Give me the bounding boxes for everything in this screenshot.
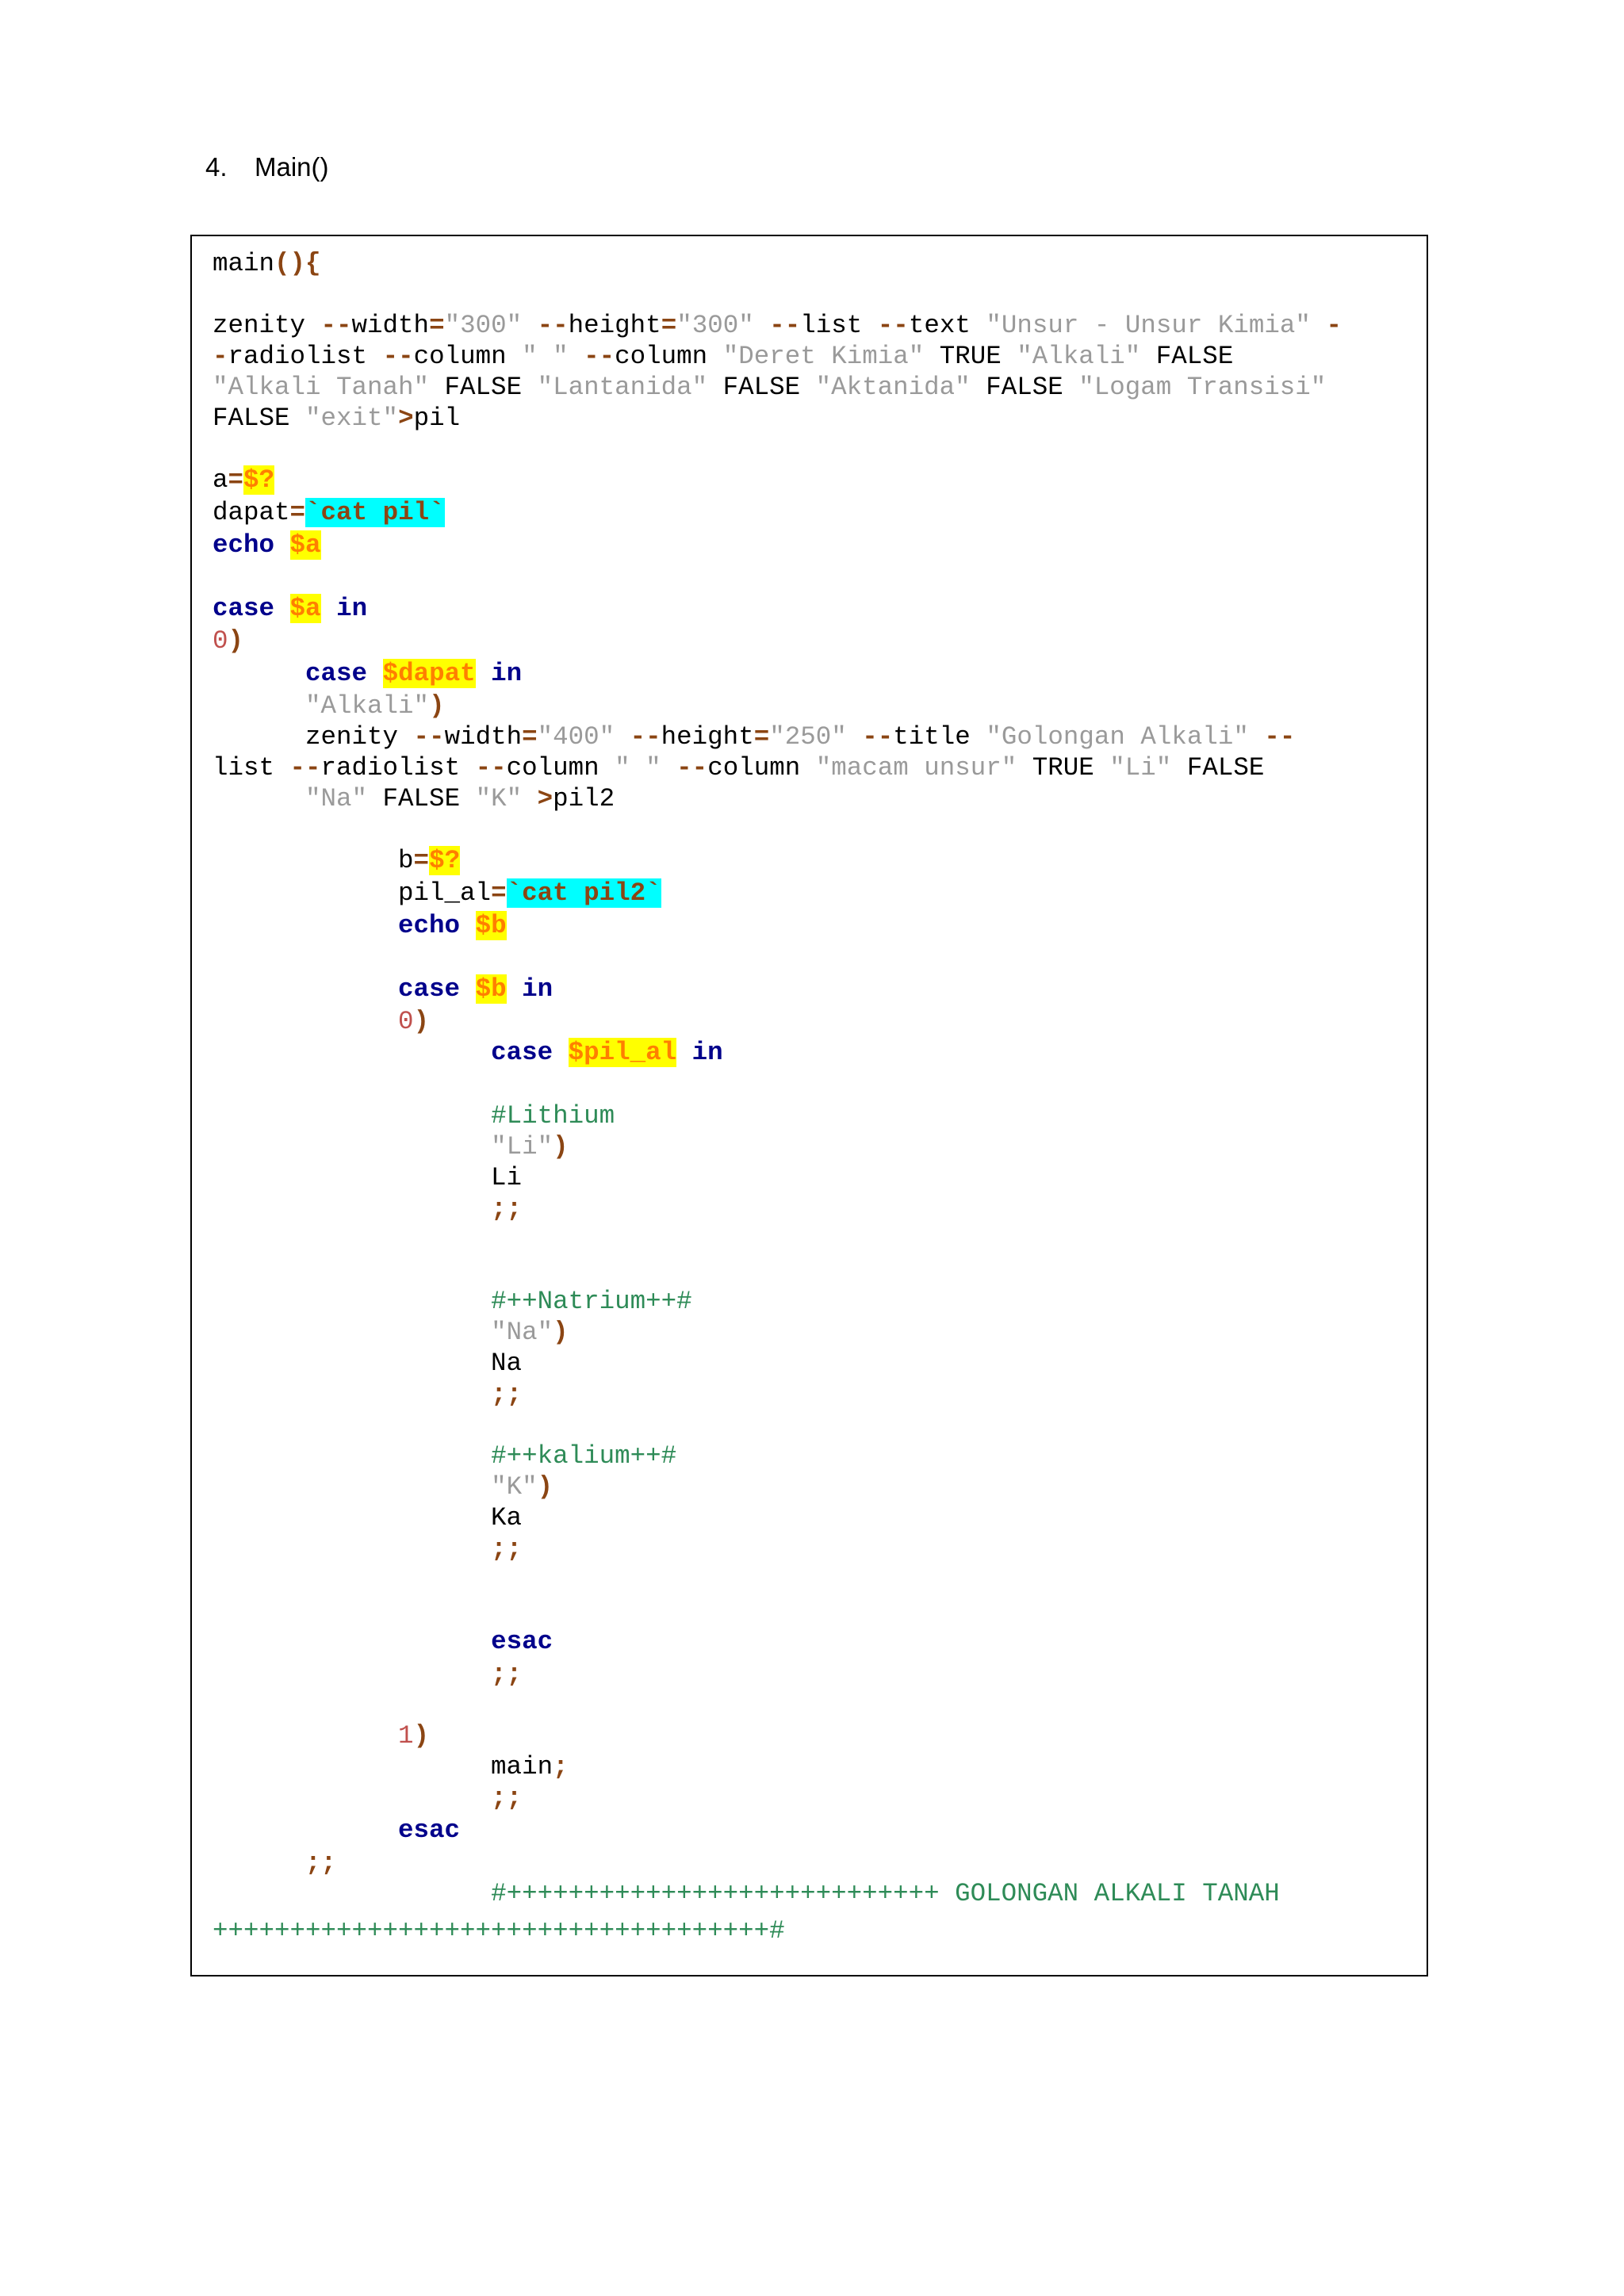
code-text <box>213 1194 491 1223</box>
number-token: 1 <box>398 1721 414 1751</box>
operator-token: -- <box>320 311 352 340</box>
blank-code-line <box>213 1689 1342 1720</box>
code-line <box>213 1193 1342 1224</box>
code-text: column <box>615 342 723 371</box>
operator-token: - <box>213 342 228 371</box>
code-text: height <box>661 722 754 752</box>
code-text <box>213 1038 491 1067</box>
code-text <box>569 342 584 371</box>
code-line <box>213 1502 1342 1533</box>
code-line <box>213 248 1342 279</box>
code-text <box>213 1472 491 1502</box>
keyword-token: echo <box>398 911 461 940</box>
comment-token: #++++++++++++++++++++++++++++ GOLONGAN ALKALI TANAH <box>491 1879 1280 1908</box>
blank-code-line <box>213 1255 1342 1286</box>
operator-token: = <box>753 722 770 752</box>
code-text: radiolist <box>228 342 383 371</box>
code-line <box>213 497 1342 530</box>
code-text <box>213 1659 491 1689</box>
string-token: "Na" <box>305 784 368 813</box>
string-token: "250" <box>769 722 847 752</box>
code-line <box>213 721 1342 752</box>
operator-token: ) <box>537 1472 553 1502</box>
code-text <box>213 659 305 688</box>
string-token: " " <box>522 342 569 371</box>
operator-token: -- <box>862 722 894 752</box>
operator-token: = <box>661 311 677 340</box>
string-token: "Li" <box>491 1132 553 1161</box>
code-text <box>321 594 337 623</box>
keyword-token: case <box>491 1038 553 1067</box>
operator-token: -- <box>475 753 507 783</box>
code-text: FALSE <box>1171 753 1265 783</box>
string-token: "Lantanida" <box>537 373 708 402</box>
string-token: "Alkali" <box>305 691 430 721</box>
section-title: Main() <box>255 152 329 182</box>
code-text <box>213 1627 491 1656</box>
string-token: " " <box>615 753 661 783</box>
code-text: title <box>893 722 986 752</box>
code-text: FALSE <box>429 373 538 402</box>
string-token: "300" <box>444 311 523 340</box>
code-line <box>213 878 1342 910</box>
variable-token: $? <box>429 846 461 875</box>
code-line <box>213 1626 1342 1659</box>
string-token: "K" <box>475 784 523 813</box>
comment-token: #Lithium <box>491 1101 615 1131</box>
operator-token: -- <box>537 311 569 340</box>
variable-token: $pil_al <box>568 1038 677 1067</box>
keyword-token: in <box>336 594 368 623</box>
operator-token: = <box>491 878 507 908</box>
number-token: 0 <box>213 626 228 656</box>
code-text <box>460 974 476 1004</box>
code-text: pil2 <box>553 784 615 813</box>
code-line <box>213 1659 1342 1689</box>
blank-code-line <box>213 1595 1342 1626</box>
code-line <box>213 1471 1342 1502</box>
blank-code-line <box>213 814 1342 845</box>
operator-token: = <box>289 498 306 527</box>
code-line <box>213 530 1342 562</box>
code-text: zenity <box>213 722 414 752</box>
operator-token: ;; <box>491 1380 523 1409</box>
operator-token: = <box>522 722 538 752</box>
string-token: "Na" <box>491 1318 553 1347</box>
code-line <box>213 465 1342 497</box>
code-line <box>213 1782 1342 1815</box>
string-token: "Li" <box>1109 753 1172 783</box>
operator-token: -- <box>382 342 414 371</box>
code-text <box>213 1848 305 1877</box>
operator-token: ) <box>413 1007 430 1036</box>
code-text <box>676 1038 692 1067</box>
code-line <box>213 626 1342 658</box>
code-line <box>213 1533 1342 1564</box>
code-text: FALSE <box>1140 342 1234 371</box>
code-line <box>213 783 1342 814</box>
blank-code-line <box>213 1224 1342 1255</box>
operator-token: ) <box>553 1132 569 1161</box>
operator-token: = <box>429 311 445 340</box>
operator-token: = <box>413 846 430 875</box>
code-text <box>213 691 305 721</box>
code-text: width <box>351 311 430 340</box>
code-line <box>213 1847 1342 1878</box>
code-text: Ka <box>213 1503 523 1533</box>
code-text: main <box>213 1752 553 1781</box>
code-text: b <box>213 846 414 875</box>
code-text <box>213 911 398 940</box>
code-line <box>213 341 1342 372</box>
code-text <box>522 784 538 813</box>
code-text <box>213 1441 491 1471</box>
code-text <box>1311 311 1327 340</box>
code-text: list <box>800 311 878 340</box>
operator-token: > <box>537 784 553 813</box>
code-line <box>213 1751 1342 1782</box>
code-text: FALSE <box>707 373 816 402</box>
code-text <box>213 1318 491 1347</box>
variable-token: $b <box>475 911 507 940</box>
code-text <box>754 311 770 340</box>
code-text: zenity <box>213 311 321 340</box>
code-line <box>213 1878 1342 1915</box>
code-text: list <box>213 753 290 783</box>
string-token: "Golongan Alkali" <box>986 722 1249 752</box>
code-text: FALSE <box>970 373 1079 402</box>
keyword-token: case <box>398 974 461 1004</box>
operator-token: ;; <box>491 1659 523 1689</box>
code-line <box>213 1720 1342 1751</box>
operator-token: ) <box>228 626 244 656</box>
code-text <box>274 594 290 623</box>
code-text: Li <box>213 1163 523 1192</box>
code-line <box>213 1379 1342 1410</box>
operator-token: -- <box>584 342 615 371</box>
keyword-token: esac <box>491 1627 553 1656</box>
code-line <box>213 691 1342 721</box>
code-text <box>213 1879 491 1908</box>
code-line <box>213 1915 1342 1946</box>
code-text <box>213 974 398 1004</box>
operator-token: -- <box>676 753 708 783</box>
code-line <box>213 310 1342 341</box>
code-line <box>213 1286 1342 1317</box>
keyword-token: echo <box>213 530 275 560</box>
string-token: "400" <box>537 722 615 752</box>
operator-token: ) <box>413 1721 430 1751</box>
operator-token: ;; <box>491 1194 523 1223</box>
code-line <box>213 1815 1342 1847</box>
code-text <box>1249 722 1265 752</box>
operator-token: = <box>228 465 244 495</box>
variable-token: $dapat <box>382 659 476 688</box>
blank-code-line <box>213 943 1342 974</box>
operator-token: ;; <box>491 1783 523 1812</box>
code-line <box>213 1131 1342 1162</box>
command-substitution-token: `cat pil2` <box>506 878 661 908</box>
code-text <box>213 1534 491 1563</box>
code-text <box>213 1783 491 1812</box>
comment-token: ++++++++++++++++++++++++++++++++++++# <box>213 1916 785 1946</box>
code-line <box>213 1317 1342 1348</box>
code-text: radiolist <box>320 753 476 783</box>
code-text <box>213 1287 491 1316</box>
variable-token: $a <box>289 594 321 623</box>
string-token: "K" <box>491 1472 538 1502</box>
code-text <box>213 1816 398 1845</box>
code-text <box>553 1038 569 1067</box>
code-line <box>213 1100 1342 1131</box>
code-text <box>522 311 538 340</box>
variable-token: $? <box>243 465 275 495</box>
keyword-token: in <box>691 1038 723 1067</box>
code-line <box>213 1348 1342 1379</box>
code-text <box>367 659 383 688</box>
keyword-token: in <box>522 974 553 1004</box>
operator-token: ) <box>429 691 445 721</box>
code-text: column <box>506 753 615 783</box>
string-token: "macam unsur" <box>815 753 1017 783</box>
code-line <box>213 1441 1342 1471</box>
string-token: "Logam Transisi" <box>1078 373 1327 402</box>
code-line <box>213 1006 1342 1037</box>
code-text <box>507 974 523 1004</box>
number-token: 0 <box>398 1007 414 1036</box>
blank-code-line <box>213 1070 1342 1100</box>
string-token: "exit" <box>305 404 399 433</box>
code-text <box>460 911 476 940</box>
code-text <box>847 722 863 752</box>
code-text <box>661 753 677 783</box>
code-text <box>615 722 630 752</box>
code-text <box>274 530 290 560</box>
operator-token: - <box>1326 311 1342 340</box>
operator-token: (){ <box>274 249 321 278</box>
code-line <box>213 593 1342 626</box>
code-text: text <box>908 311 986 340</box>
operator-token: -- <box>1264 722 1296 752</box>
blank-code-line <box>213 1410 1342 1441</box>
code-text <box>213 1007 398 1036</box>
code-line <box>213 658 1342 691</box>
blank-code-line <box>213 434 1342 465</box>
code-line <box>213 372 1342 403</box>
string-token: "Alkali" <box>1017 342 1141 371</box>
code-listing <box>213 248 1342 1946</box>
code-text: Na <box>213 1349 523 1378</box>
code-line <box>213 1037 1342 1070</box>
operator-token: > <box>398 404 414 433</box>
code-text: TRUE <box>1017 753 1110 783</box>
code-text: main <box>213 249 275 278</box>
code-text: FALSE <box>367 784 476 813</box>
string-token: "Unsur - Unsur Kimia" <box>986 311 1311 340</box>
code-text: column <box>707 753 816 783</box>
string-token: "300" <box>676 311 754 340</box>
code-text <box>476 659 492 688</box>
operator-token: ; <box>553 1752 569 1781</box>
code-line <box>213 845 1342 878</box>
variable-token: $a <box>289 530 321 560</box>
operator-token: -- <box>630 722 661 752</box>
string-token: "Alkali Tanah" <box>213 373 430 402</box>
blank-code-line <box>213 279 1342 310</box>
code-text: height <box>568 311 661 340</box>
code-text: column <box>413 342 523 371</box>
operator-token: ;; <box>491 1534 523 1563</box>
operator-token: -- <box>769 311 801 340</box>
blank-code-line <box>213 562 1342 593</box>
keyword-token: esac <box>398 1816 461 1845</box>
code-text: TRUE <box>924 342 1017 371</box>
keyword-token: in <box>491 659 523 688</box>
section-heading <box>205 152 329 182</box>
comment-token: #++kalium++# <box>491 1441 677 1471</box>
code-text: width <box>444 722 523 752</box>
section-number: 4. <box>205 152 228 182</box>
blank-code-line <box>213 1564 1342 1595</box>
operator-token: -- <box>413 722 445 752</box>
keyword-token: case <box>305 659 368 688</box>
code-text: a <box>213 465 228 495</box>
code-text: FALSE <box>213 404 306 433</box>
keyword-token: case <box>213 594 275 623</box>
operator-token: -- <box>877 311 909 340</box>
code-text <box>213 784 305 813</box>
code-line <box>213 974 1342 1006</box>
operator-token: -- <box>289 753 321 783</box>
code-line <box>213 403 1342 434</box>
code-line <box>213 752 1342 783</box>
comment-token: #++Natrium++# <box>491 1287 692 1316</box>
code-text: pil_al <box>213 878 492 908</box>
code-text: pil <box>413 404 461 433</box>
string-token: "Aktanida" <box>815 373 971 402</box>
operator-token: ) <box>553 1318 569 1347</box>
code-line <box>213 910 1342 943</box>
operator-token: ;; <box>305 1848 337 1877</box>
code-text <box>213 1132 491 1161</box>
command-substitution-token: `cat pil` <box>305 498 445 527</box>
variable-token: $b <box>475 974 507 1004</box>
code-text <box>213 1380 491 1409</box>
string-token: "Deret Kimia" <box>722 342 925 371</box>
code-text: dapat <box>213 498 290 527</box>
code-text <box>213 1101 491 1131</box>
code-line <box>213 1162 1342 1193</box>
code-text <box>213 1721 398 1751</box>
